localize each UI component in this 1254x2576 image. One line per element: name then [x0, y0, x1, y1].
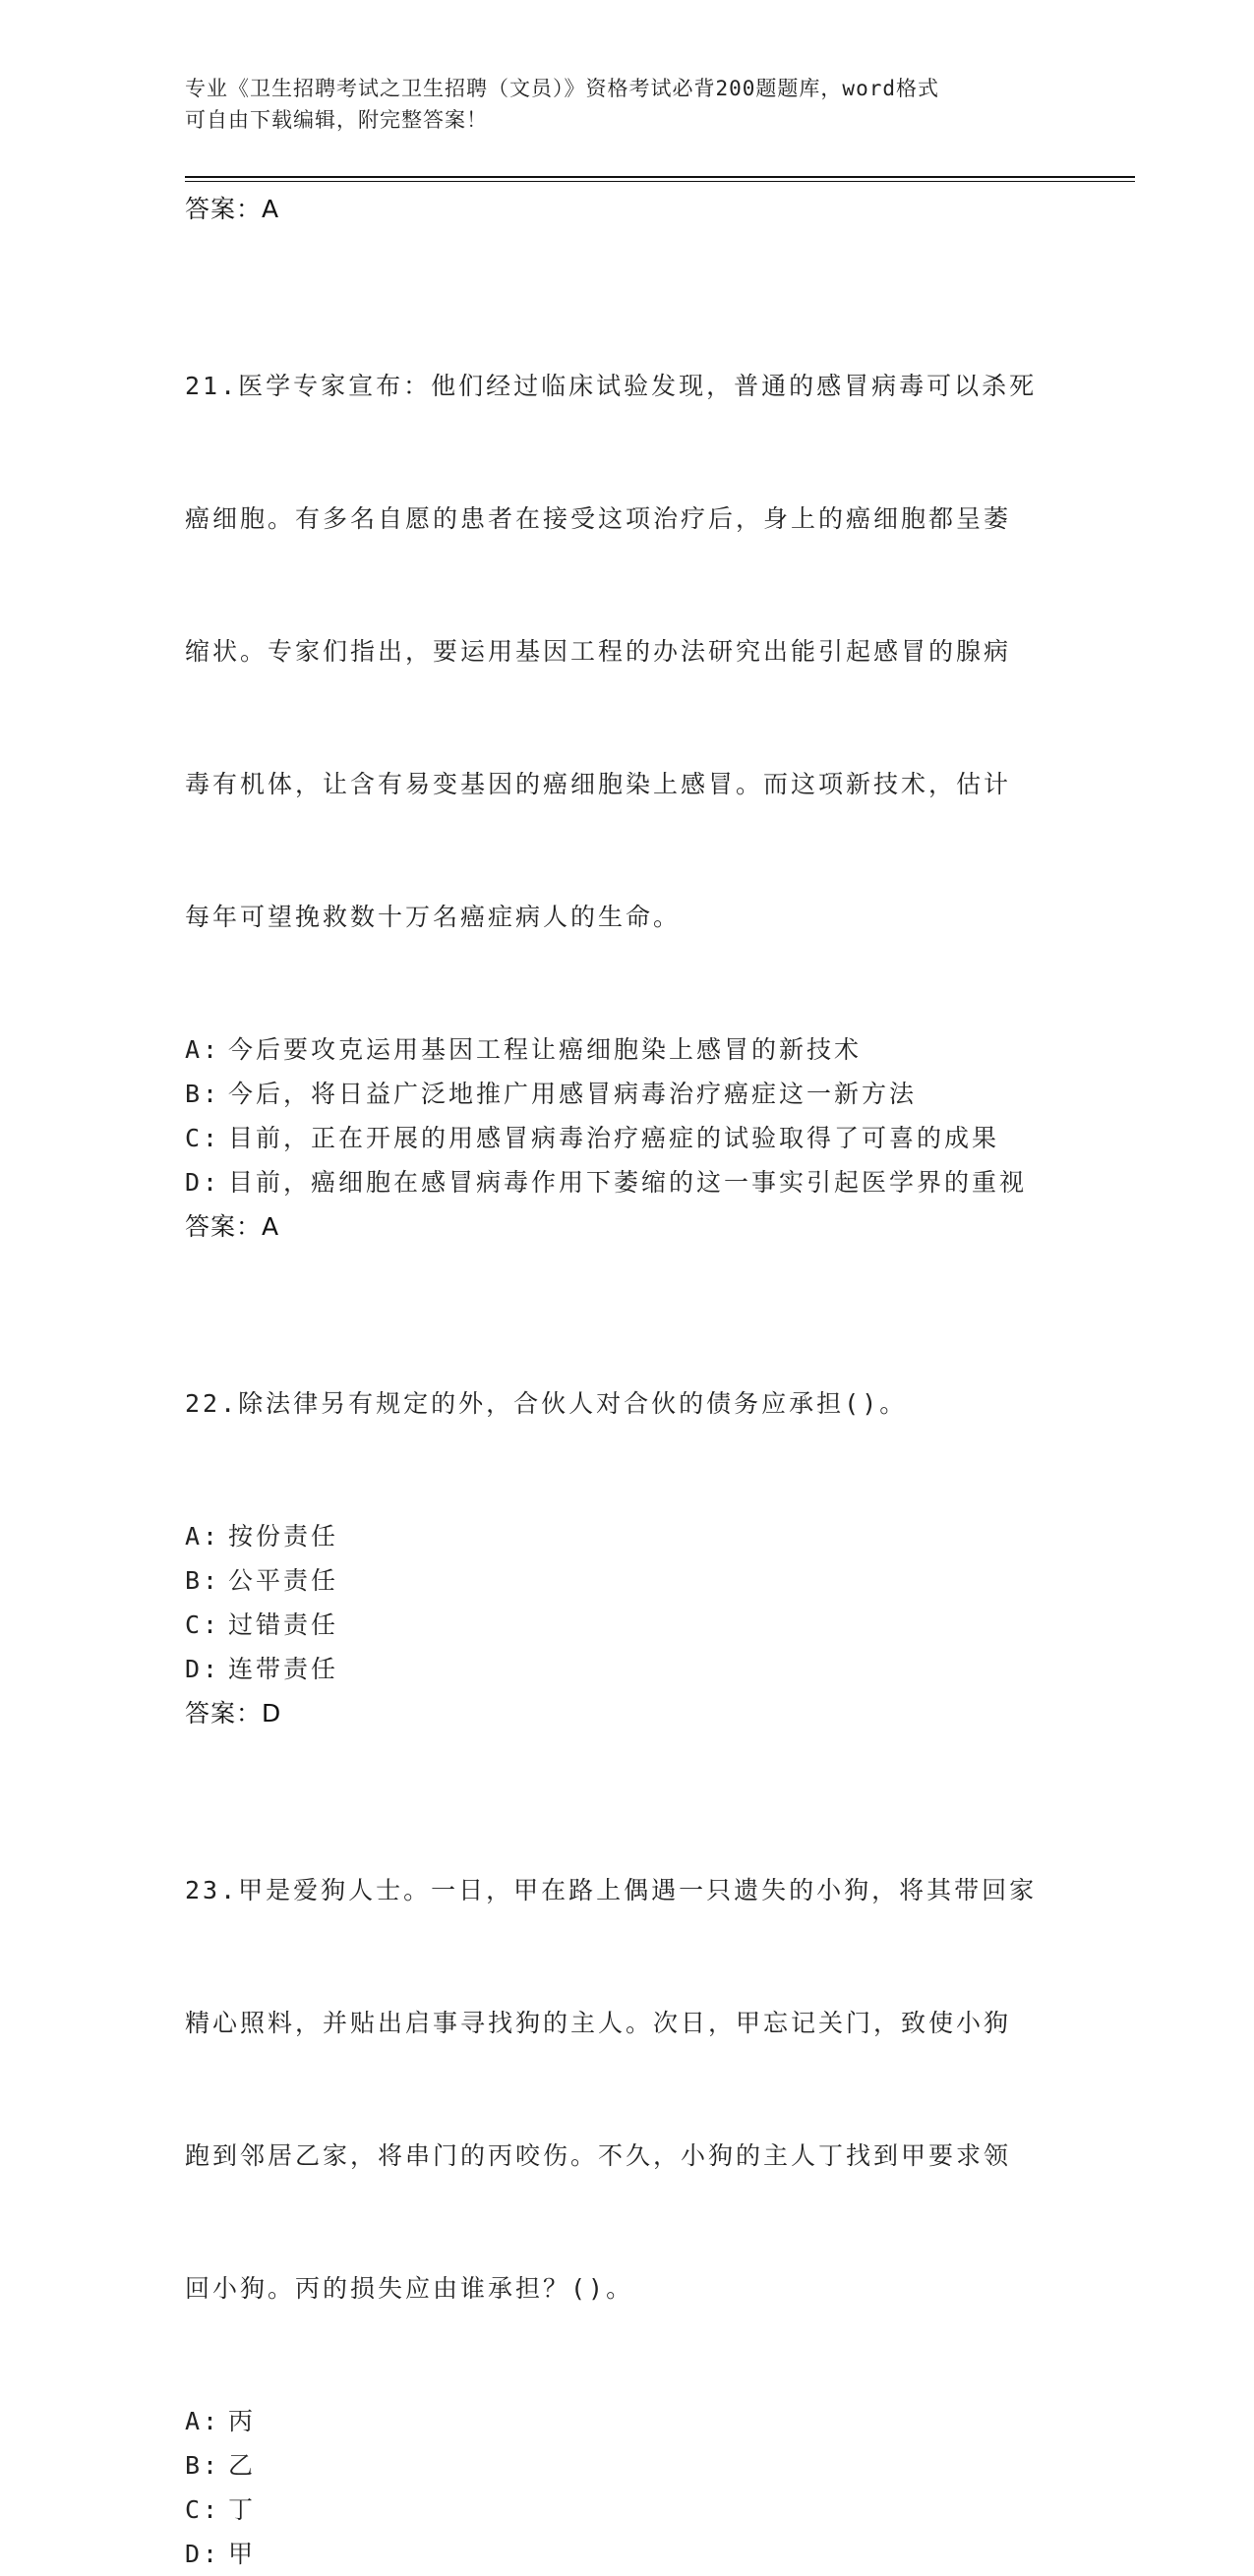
option-key: D: — [185, 1655, 221, 1683]
header-rule-thick — [185, 176, 1135, 178]
answer: 答案：A — [185, 1212, 280, 1241]
spacer — [185, 1735, 1070, 1780]
question-line: 缩状。专家们指出，要运用基因工程的办法研究出能引起感冒的腺病 — [185, 637, 1012, 666]
option-b — [185, 2443, 1070, 2488]
option-text: 公平责任 — [228, 1566, 339, 1595]
option-key: B: — [185, 2451, 221, 2480]
option-key: C: — [185, 1610, 221, 1639]
question-line: 23.甲是爱狗人士。一日，甲在路上偶遇一只遗失的小狗，将其带回家 — [185, 1876, 1038, 1904]
option-text: 甲 — [228, 2540, 257, 2568]
header-rule-thin — [185, 181, 1135, 182]
spacer — [185, 231, 1070, 275]
question-list — [185, 187, 1070, 2576]
option-key: D: — [185, 2540, 221, 2568]
header-line-2: 可自由下载编辑，附完整答案！ — [185, 108, 488, 132]
option-text: 按份责任 — [228, 1522, 339, 1551]
option-key: C: — [185, 1124, 221, 1152]
option-c — [185, 2488, 1070, 2532]
option-key: B: — [185, 1566, 221, 1595]
question-22 — [185, 1293, 1070, 1735]
option-b — [185, 1072, 1070, 1116]
question-line: 回小狗。丙的损失应由谁承担？()。 — [185, 2274, 634, 2303]
option-d — [185, 1647, 1070, 1691]
option-d — [185, 2532, 1070, 2576]
previous-answer: 答案：A — [185, 195, 280, 223]
question-23 — [185, 1780, 1070, 2576]
question-line: 精心照料，并贴出启事寻找狗的主人。次日，甲忘记关门，致使小狗 — [185, 2009, 1012, 2037]
option-b — [185, 1558, 1070, 1603]
option-d — [185, 1160, 1070, 1204]
question-line: 毒有机体，让含有易变基因的癌细胞染上感冒。而这项新技术，估计 — [185, 770, 1012, 798]
question-21 — [185, 275, 1070, 1249]
option-c — [185, 1603, 1070, 1647]
spacer — [185, 1249, 1070, 1293]
option-a — [185, 2399, 1070, 2443]
option-key: D: — [185, 1168, 221, 1197]
option-c — [185, 1116, 1070, 1160]
option-text: 乙 — [228, 2451, 257, 2480]
question-line: 每年可望挽救数十万名癌症病人的生命。 — [185, 903, 682, 931]
option-text: 丁 — [228, 2495, 257, 2524]
option-key: A: — [185, 1522, 221, 1551]
option-key: C: — [185, 2495, 221, 2524]
option-a — [185, 1514, 1070, 1558]
option-a — [185, 1027, 1070, 1072]
option-text: 目前，癌细胞在感冒病毒作用下萎缩的这一事实引起医学界的重视 — [228, 1168, 1028, 1197]
option-key: B: — [185, 1080, 221, 1108]
option-text: 丙 — [228, 2407, 257, 2435]
option-text: 今后，将日益广泛地推广用感冒病毒治疗癌症这一新方法 — [228, 1080, 918, 1108]
question-line: 癌细胞。有多名自愿的患者在接受这项治疗后，身上的癌细胞都呈萎 — [185, 504, 1012, 533]
option-key: A: — [185, 1035, 221, 1064]
question-text — [185, 275, 1070, 1027]
option-text: 今后要攻克运用基因工程让癌细胞染上感冒的新技术 — [228, 1035, 863, 1064]
document-header — [185, 73, 1050, 136]
option-text: 连带责任 — [228, 1655, 339, 1683]
question-line: 跑到邻居乙家，将串门的丙咬伤。不久，小狗的主人丁找到甲要求领 — [185, 2141, 1012, 2170]
question-text — [185, 1293, 1070, 1514]
option-key: A: — [185, 2407, 221, 2435]
header-line-1: 专业《卫生招聘考试之卫生招聘（文员）》资格考试必背200题题库，word格式 — [185, 77, 939, 100]
answer: 答案：D — [185, 1699, 282, 1727]
question-line: 21.医学专家宣布：他们经过临床试验发现，普通的感冒病毒可以杀死 — [185, 372, 1038, 400]
question-line: 22.除法律另有规定的外，合伙人对合伙的债务应承担()。 — [185, 1389, 908, 1418]
option-text: 过错责任 — [228, 1610, 339, 1639]
option-text: 目前，正在开展的用感冒病毒治疗癌症的试验取得了可喜的成果 — [228, 1124, 1000, 1152]
question-text — [185, 1780, 1070, 2399]
